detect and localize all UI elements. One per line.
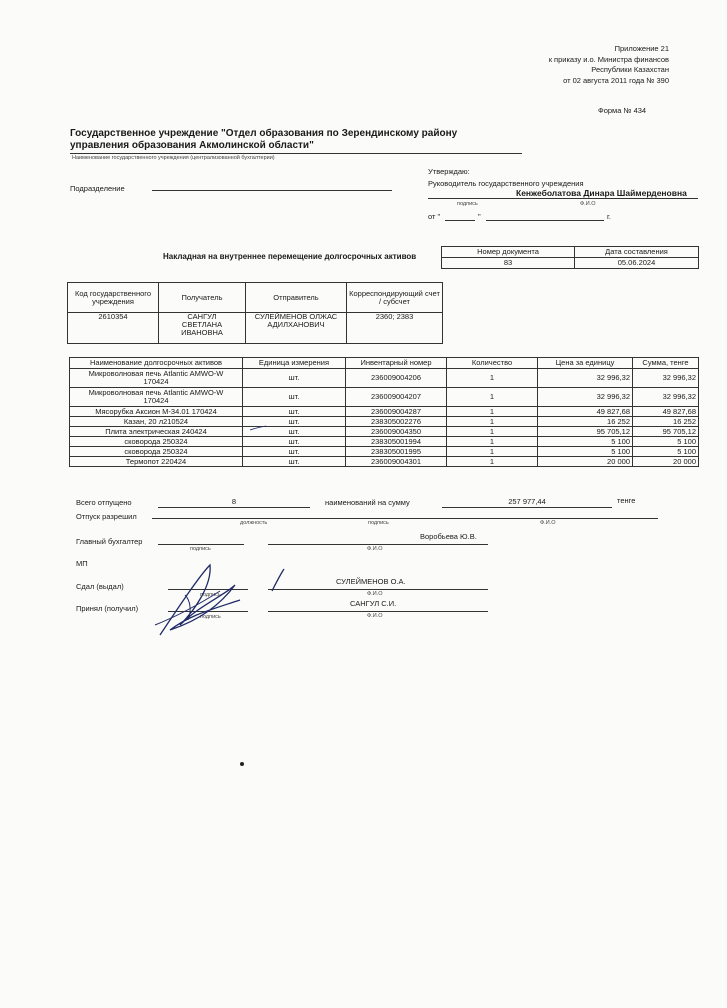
party-sender	[246, 313, 347, 344]
asset-unit: шт.	[243, 457, 346, 467]
asset-sum: 32 996,32	[633, 369, 699, 388]
table-row	[70, 447, 699, 457]
assets-header-unit: Единица измерения	[243, 358, 346, 369]
assets-body	[70, 369, 699, 467]
table-row	[70, 427, 699, 437]
handed-label: Сдал (выдал)	[76, 582, 124, 591]
assets-table	[69, 357, 699, 467]
order-line-1: к приказу и.о. Министра финансов	[548, 54, 669, 64]
asset-price: 32 996,32	[538, 369, 633, 388]
table-row	[70, 369, 699, 388]
asset-quantity: 1	[447, 388, 538, 407]
handed-name: СУЛЕЙМЕНОВ О.А.	[336, 577, 406, 586]
sender-line-2: АДИЛХАНОВИЧ	[267, 320, 325, 329]
parties-header-code: Код государственного учреждения	[68, 283, 159, 313]
asset-price: 95 705,12	[538, 427, 633, 437]
table-row	[70, 457, 699, 467]
document-number-table	[441, 246, 699, 269]
handed-fio-line	[268, 589, 488, 590]
asset-sum: 49 827,68	[633, 407, 699, 417]
received-label: Принял (получил)	[76, 604, 139, 613]
asset-price: 20 000	[538, 457, 633, 467]
institution-name-line-2: управления образования Акмолинской области"	[70, 140, 314, 151]
institution-name-line-1: Государственное учреждение "Отдел образования по Зерендинскому району	[70, 128, 458, 139]
asset-sum: 16 252	[633, 417, 699, 427]
asset-unit: шт.	[243, 417, 346, 427]
chief-accountant-fio-caption: Ф.И.О	[367, 546, 383, 552]
party-account: 2360; 2383	[347, 313, 443, 344]
institution-caption: Наименование государственного учреждения (централизованной бухгалтерии)	[72, 155, 275, 161]
institution-name	[70, 128, 457, 152]
asset-inventory-number: 238305002276	[346, 417, 447, 427]
asset-quantity: 1	[447, 457, 538, 467]
permitted-line	[152, 518, 658, 519]
table-row	[70, 417, 699, 427]
assets-header-inventory: Инвентарный номер	[346, 358, 447, 369]
parties-table	[67, 282, 443, 344]
asset-sum: 95 705,12	[633, 427, 699, 437]
approver-line	[428, 198, 698, 199]
released-count-line	[158, 507, 310, 508]
parties-header-account: Корреспондирующий счет / субсчет	[347, 283, 443, 313]
asset-quantity: 1	[447, 369, 538, 388]
approval-day-line	[445, 220, 475, 221]
permitted-label: Отпуск разрешил	[76, 512, 137, 521]
parties-header-receiver: Получатель	[159, 283, 246, 313]
receiver-line-1: САНГУЛ	[187, 312, 217, 321]
asset-quantity: 1	[447, 407, 538, 417]
permitted-sign-caption: подпись	[368, 520, 389, 526]
handed-sign-caption: подпись	[200, 592, 221, 598]
party-code: 2610354	[68, 313, 159, 344]
chief-accountant-sign-caption: подпись	[190, 546, 211, 552]
doc-date-value: 05.06.2024	[575, 258, 699, 269]
doc-date-header: Дата составления	[575, 247, 699, 258]
party-receiver	[159, 313, 246, 344]
doc-number-value: 83	[442, 258, 575, 269]
asset-inventory-number: 238305001994	[346, 437, 447, 447]
order-line-2: Республики Казахстан	[591, 65, 669, 74]
assets-header-price: Цена за единицу	[538, 358, 633, 369]
table-row	[70, 407, 699, 417]
currency-label: тенге	[617, 496, 636, 505]
asset-name-line-1: Термопот 220424	[125, 456, 187, 466]
total-sum-line	[442, 507, 612, 508]
asset-unit: шт.	[243, 407, 346, 417]
table-pen-mark	[248, 424, 268, 432]
asset-quantity: 1	[447, 447, 538, 457]
sender-line-1: СУЛЕЙМЕНОВ ОЛЖАС	[254, 312, 338, 321]
chief-accountant-name: Воробьева Ю.В.	[420, 532, 477, 541]
assets-header-name: Наименование долгосрочных активов	[70, 358, 243, 369]
asset-quantity: 1	[447, 427, 538, 437]
subdivision-label: Подразделение	[70, 184, 125, 193]
asset-sum: 20 000	[633, 457, 699, 467]
approver-fio-caption: Ф.И.О	[580, 201, 596, 207]
asset-quantity: 1	[447, 417, 538, 427]
approval-month-line	[486, 220, 604, 221]
form-number: Форма № 434	[598, 106, 647, 115]
institution-underline	[70, 153, 522, 154]
sender-signature-scribble	[140, 555, 250, 645]
asset-name-line-1: сковорода 250324	[124, 436, 188, 446]
receiver-signature-scribble	[262, 565, 292, 595]
asset-name	[70, 457, 243, 467]
asset-name	[70, 369, 243, 388]
received-fio-line	[268, 611, 488, 612]
order-reference	[549, 44, 669, 86]
assets-header-quantity: Количество	[447, 358, 538, 369]
asset-quantity: 1	[447, 437, 538, 447]
asset-inventory-number: 236009004207	[346, 388, 447, 407]
mp-label: МП	[76, 559, 88, 568]
asset-inventory-number: 236009004287	[346, 407, 447, 417]
scan-speck	[240, 762, 244, 766]
approval-date-quote: "	[478, 212, 481, 221]
asset-name-line-1: Микроволновая печь Atlantic AMWO-W	[88, 369, 224, 378]
asset-inventory-number: 236009004350	[346, 427, 447, 437]
approval-date-suffix: г.	[607, 212, 611, 221]
asset-name	[70, 407, 243, 417]
received-name: САНГУЛ С.И.	[350, 599, 397, 608]
asset-name-line-1: сковорода 250324	[124, 446, 188, 456]
approver-name: Кенжеболатова Динара Шаймерденовна	[516, 188, 687, 198]
asset-unit: шт.	[243, 388, 346, 407]
asset-name	[70, 417, 243, 427]
appendix-label: Приложение 21	[614, 44, 669, 53]
approver-sign-caption: подпись	[457, 201, 478, 207]
asset-name-line-1: Казан, 20 л210524	[123, 416, 189, 426]
asset-name-line-1: Плита электрическая 240424	[105, 426, 207, 436]
doc-number-header: Номер документа	[442, 247, 575, 258]
asset-unit: шт.	[243, 447, 346, 457]
asset-unit: шт.	[243, 427, 346, 437]
chief-accountant-label: Главный бухгалтер	[76, 537, 143, 546]
asset-sum: 32 996,32	[633, 388, 699, 407]
asset-unit: шт.	[243, 437, 346, 447]
asset-sum: 5 100	[633, 437, 699, 447]
asset-price: 5 100	[538, 437, 633, 447]
handed-fio-caption: Ф.И.О	[367, 591, 383, 597]
asset-name-line-1: Микроволновая печь Atlantic AMWO-W	[88, 388, 224, 397]
asset-inventory-number: 236009004206	[346, 369, 447, 388]
approver-title: Руководитель государственного учреждения	[428, 179, 584, 188]
table-row	[70, 437, 699, 447]
asset-name	[70, 427, 243, 437]
received-fio-caption: Ф.И.О	[367, 613, 383, 619]
asset-price: 32 996,32	[538, 388, 633, 407]
asset-inventory-number: 238305001995	[346, 447, 447, 457]
total-sum: 257 977,44	[508, 497, 546, 506]
chief-accountant-sign-line	[158, 544, 244, 545]
permitted-fio-caption: Ф.И.О	[540, 520, 556, 526]
permitted-position-caption: должность	[240, 520, 268, 526]
released-label: Всего отпущено	[76, 498, 132, 507]
asset-name	[70, 447, 243, 457]
asset-name	[70, 388, 243, 407]
subdivision-line	[152, 190, 392, 191]
asset-sum: 5 100	[633, 447, 699, 457]
asset-name-line-2: 170424	[143, 396, 169, 405]
asset-name-line-1: Мясорубка Аксион М-34.01 170424	[95, 406, 217, 416]
approval-date-prefix: от "	[428, 212, 441, 221]
chief-accountant-fio-line	[268, 544, 488, 545]
asset-price: 5 100	[538, 447, 633, 457]
received-sign-caption: подпись	[200, 614, 221, 620]
asset-price: 16 252	[538, 417, 633, 427]
receiver-line-3: ИВАНОВНА	[181, 328, 223, 337]
asset-inventory-number: 236009004301	[346, 457, 447, 467]
receiver-line-2: СВЕТЛАНА	[181, 320, 223, 329]
order-line-3: от 02 августа 2011 года № 390	[563, 75, 669, 85]
document-title: Накладная на внутреннее перемещение долгосрочных активов	[163, 252, 417, 261]
assets-header-sum: Сумма, тенге	[633, 358, 699, 369]
names-sum-label: наименований на сумму	[325, 498, 410, 507]
asset-unit: шт.	[243, 369, 346, 388]
parties-header-sender: Отправитель	[246, 283, 347, 313]
asset-name	[70, 437, 243, 447]
asset-name-line-2: 170424	[143, 377, 169, 386]
table-row	[70, 388, 699, 407]
released-count: 8	[231, 497, 237, 506]
approve-label: Утверждаю:	[428, 167, 470, 176]
asset-price: 49 827,68	[538, 407, 633, 417]
